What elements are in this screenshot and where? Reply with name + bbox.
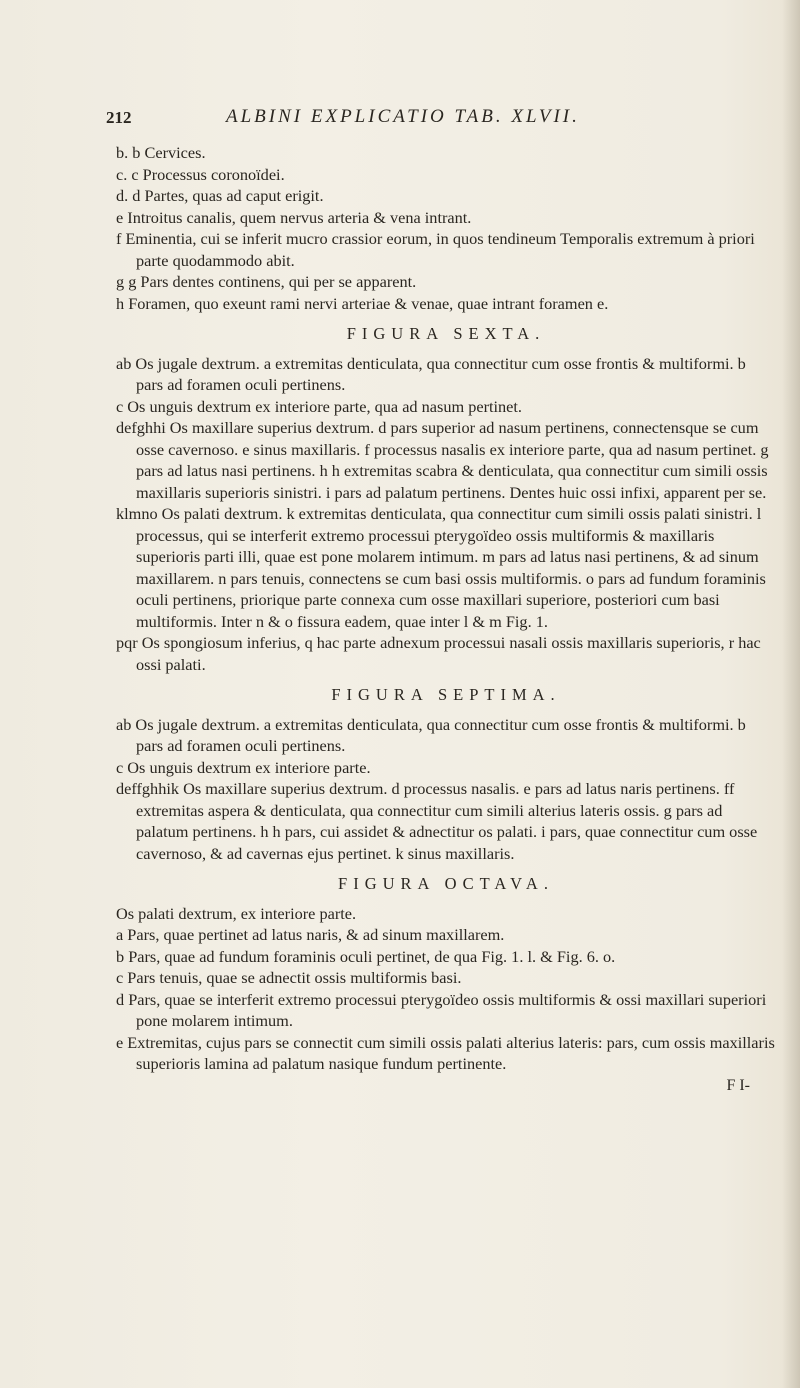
legend-entry: pqr Os spongiosum inferius, q hac parte adnexum processui nasali ossis maxillaris superioris, r hac ossi palati.: [116, 633, 761, 674]
catchword: F I-: [726, 1076, 750, 1094]
legend-entry: e Extremitas, cujus pars se connectit cum simili ossis palati alterius lateris: pars, cum ossis maxillaris superioris lamina ad palatum nasique fundum pertinente.: [116, 1032, 775, 1073]
page-edge-shadow: [782, 0, 800, 1388]
page-number: 212: [106, 108, 132, 127]
text-body: [116, 142, 776, 1096]
legend-entry: c Os unguis dextrum ex interiore parte, qua ad nasum pertinet.: [116, 396, 523, 416]
legend-entry: c. c Processus coronoïdei.: [116, 164, 285, 184]
legend-entry: defghhi Os maxillare superius dextrum. d pars superior ad nasum pertinens, connectensque se cum osse cavernoso. e sinus maxillaris. f processus nasalis ex interiore parte, qua ad nasum pertinet. g pars ad latus nasi pertinens. h h extremitas scabra & denticulata, qua connectitur cum simili ossis maxillaris superioris sinistri. i pars ad palatum pertinens. Dentes huic ossi infixi, apparent per se.: [116, 418, 769, 502]
legend-entry: d. d Partes, quas ad caput erigit.: [116, 186, 324, 205]
legend-entry: g g Pars dentes continens, qui per se apparent.: [116, 272, 417, 291]
legend-entry: e Introitus canalis, quem nervus arteria & vena intrant.: [116, 207, 472, 227]
legend-entry: b Pars, quae ad fundum foraminis oculi pertinet, de qua Fig. 1. l. & Fig. 6. o.: [116, 946, 616, 966]
legend-entry: Os palati dextrum, ex interiore parte.: [116, 903, 357, 923]
figure-heading: FIGURA SEXTA.: [346, 324, 546, 343]
legend-entry: h Foramen, quo exeunt rami nervi arteriae & venae, quae intrant foramen e.: [116, 293, 609, 313]
legend-entry: c Pars tenuis, quae se adnectit ossis multiformis basi.: [116, 968, 462, 987]
legend-entry: c Os unguis dextrum ex interiore parte.: [116, 757, 371, 777]
legend-entry: d Pars, quae se interferit extremo processui pterygoïdeo ossis multiformis & ossi maxillari superiori pone molarem intimum.: [116, 989, 767, 1030]
legend-entry: ab Os jugale dextrum. a extremitas denticulata, qua connectitur cum osse frontis & multiformi. b pars ad foramen oculi pertinens.: [116, 353, 746, 394]
legend-entry: a Pars, quae pertinet ad latus naris, & ad sinum maxillarem.: [116, 925, 505, 944]
legend-entry: klmno Os palati dextrum. k extremitas denticulata, qua connectitur cum simili ossis palati sinistri. l processus, qui se interferit extremo processui pterygoïdeo ossis multiformis & maxillaris superioris parti illi, quae est pone molarem intimum. m pars ad latus nasi pertinens, & ad sinum maxillarem. n pars tenuis, connectens se cum basi ossis multiformis. o pars ad fundum foraminis oculi pertinens, priorique parte connexa cum osse maxillari superiore, posteriori cum basi multiformis. Inter n & o fissura eadem, quae inter l & m Fig. 1.: [116, 504, 766, 631]
section-figura-quinta-cont: [116, 142, 776, 314]
section-figura-sexta: [116, 323, 776, 675]
running-head: ALBINI EXPLICATIO TAB. XLVII.: [226, 106, 580, 127]
figure-heading: FIGURA SEPTIMA.: [331, 685, 561, 704]
section-figura-octava: [116, 873, 776, 1075]
figure-heading: FIGURA OCTAVA.: [338, 874, 554, 893]
legend-entry: deffghhik Os maxillare superius dextrum. d processus nasalis. e pars ad latus naris pertinens. ff extremitas aspera & denticulata, qua connectitur cum simili alterius lateris ossis. g pars ad palatum pertinens. h h pars, cui assidet & adnectitur os palati. i pars, quae connectitur cum osse cavernoso, & ad cavernas ejus pertinet. k sinus maxillaris.: [116, 779, 758, 863]
legend-entry: f Eminentia, cui se inferit mucro crassior eorum, in quos tendineum Temporalis extremum à priori parte quodammodo abit.: [116, 229, 755, 270]
page-header: [106, 106, 760, 132]
legend-entry: b. b Cervices.: [116, 143, 206, 162]
legend-entry: ab Os jugale dextrum. a extremitas denticulata, qua connectitur cum osse frontis & multiformi. b pars ad foramen oculi pertinens.: [116, 714, 746, 755]
section-figura-septima: [116, 684, 776, 864]
